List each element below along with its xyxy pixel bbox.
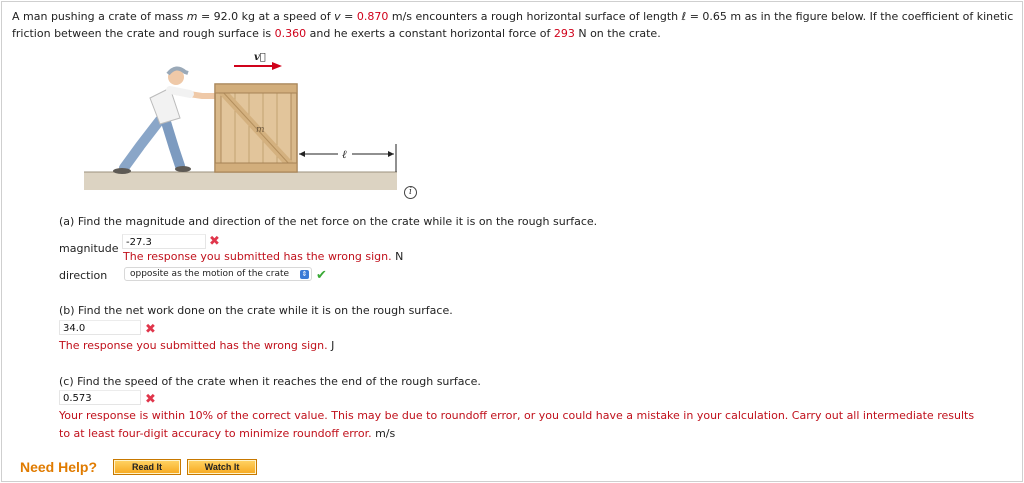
- problem-figure: [84, 50, 424, 200]
- wrong-x-icon: ✖: [209, 234, 220, 249]
- speed-value: 0.870: [356, 10, 389, 23]
- direction-select[interactable]: opposite as the motion of the crate ⇕: [124, 267, 312, 281]
- magnitude-answer-field[interactable]: -27.3: [122, 234, 206, 249]
- part-a-question: (a) Find the magnitude and direction of the net force on the crate while it is on the rough surface.: [59, 215, 598, 228]
- part-c-question: (c) Find the speed of the crate when it reaches the end of the rough surface.: [59, 375, 481, 388]
- work-answer-field[interactable]: 34.0: [59, 320, 141, 335]
- friction-coefficient-value: 0.360: [274, 27, 307, 40]
- force-value: 293: [553, 27, 575, 40]
- part-b-feedback: The response you submitted has the wrong sign. J: [59, 339, 335, 352]
- chevron-updown-icon: ⇕: [301, 270, 308, 278]
- direction-label: direction: [59, 269, 108, 282]
- mass-label: m: [256, 125, 265, 135]
- part-a-feedback: The response you submitted has the wrong sign. N: [123, 250, 404, 263]
- need-help-label: Need Help?: [20, 459, 98, 475]
- part-c-feedback: Your response is within 10% of the correct value. This may be due to roundoff error, or you could have a mistake in your calculation. Carry out all intermediate results to at least four-digit accuracy to minimize roundoff error. m/s: [59, 409, 975, 440]
- velocity-arrow-icon: [272, 62, 282, 70]
- man-pushing-crate-illustration: [84, 50, 424, 200]
- part-b-question: (b) Find the net work done on the crate while it is on the rough surface.: [59, 304, 453, 317]
- read-it-button[interactable]: Read It: [113, 459, 181, 475]
- watch-it-button[interactable]: Watch It: [187, 459, 257, 475]
- problem-statement: A man pushing a crate of mass m = 92.0 kg at a speed of v = 0.870 m/s encounters a rough horizontal surface of length ℓ = 0.65 m as in the figure below. If the coefficient of kinetic friction between the crate and rough surface is 0.360 and he exerts a constant horizontal force of 293 N on the crate.: [12, 10, 1014, 40]
- speed-answer-field[interactable]: 0.573: [59, 390, 141, 405]
- length-label: ℓ: [342, 148, 347, 161]
- magnitude-label: magnitude: [59, 242, 119, 255]
- correct-check-icon: ✔: [316, 268, 327, 283]
- velocity-label: v⃗: [254, 52, 266, 63]
- wrong-x-icon: ✖: [145, 392, 156, 407]
- wrong-x-icon: ✖: [145, 322, 156, 337]
- info-icon[interactable]: i: [404, 186, 417, 199]
